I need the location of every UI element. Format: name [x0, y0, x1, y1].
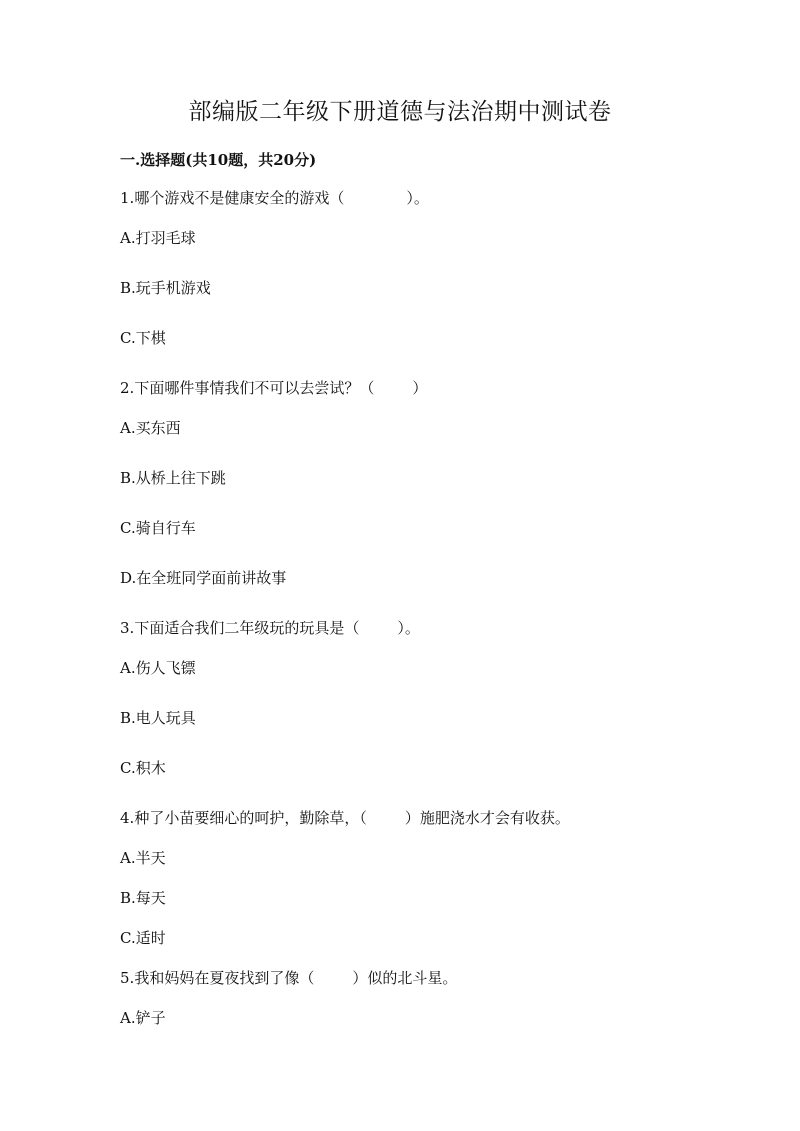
- question-number: 3.: [120, 619, 135, 637]
- option-1b: B.玩手机游戏: [120, 279, 211, 297]
- option-3a: A.伤人飞镖: [120, 659, 196, 677]
- option-1c: C.下棋: [120, 329, 166, 347]
- question-text: 种了小苗要细心的呵护，勤除草，（: [134, 809, 367, 827]
- question-text-end: ）施肥浇水才会有收获。: [404, 809, 570, 827]
- option-4a: A.半天: [120, 849, 166, 867]
- question-text-end: ）。: [397, 619, 420, 637]
- option-3c: C.积木: [120, 759, 166, 777]
- option-3b: B.电人玩具: [120, 709, 196, 727]
- option-4c: C.适时: [120, 929, 166, 947]
- question-5: [120, 967, 457, 989]
- option-2b: B.从桥上往下跳: [120, 469, 226, 487]
- option-5a: A.铲子: [120, 1009, 166, 1027]
- question-text: 下面适合我们二年级玩的玩具是（: [134, 619, 360, 637]
- question-text-end: ）: [412, 379, 428, 397]
- question-number: 5.: [120, 969, 135, 987]
- option-2d: D.在全班同学面前讲故事: [120, 569, 287, 587]
- question-number: 1.: [120, 189, 135, 207]
- question-text-end: ）似的北斗星。: [352, 969, 458, 987]
- section-title: 一.选择题(共10题，共20分): [120, 151, 317, 169]
- question-4: [120, 807, 570, 829]
- question-3: [120, 617, 420, 639]
- question-text: 我和妈妈在夏夜找到了像（: [134, 969, 315, 987]
- page-title: 部编版二年级下册道德与法治期中测试卷: [188, 99, 612, 125]
- option-2a: A.买东西: [120, 419, 181, 437]
- question-text: 下面哪件事情我们不可以去尝试？（: [134, 379, 375, 397]
- question-number: 2.: [120, 379, 135, 397]
- question-1: [120, 187, 429, 209]
- question-text-end: ）。: [406, 189, 429, 207]
- question-2: [120, 377, 427, 399]
- question-text: 哪个游戏不是健康安全的游戏（: [134, 189, 345, 207]
- question-number: 4.: [120, 809, 135, 827]
- option-2c: C.骑自行车: [120, 519, 196, 537]
- option-1a: A.打羽毛球: [120, 229, 196, 247]
- option-4b: B.每天: [120, 889, 166, 907]
